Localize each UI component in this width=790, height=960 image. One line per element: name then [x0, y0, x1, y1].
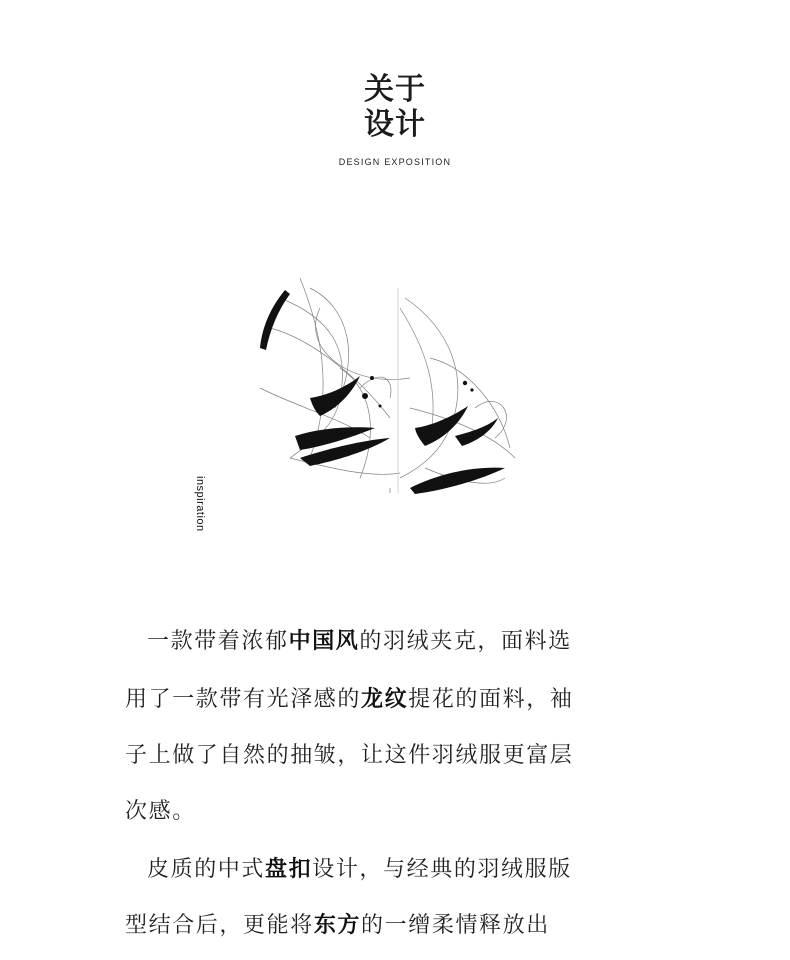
page-title-line2: 设计 [364, 107, 426, 142]
highlight-text: 中国风 [288, 629, 360, 654]
text-span: 一款带着浓郁 [147, 629, 289, 654]
highlight-text: 东方 [313, 913, 362, 938]
text-span: 设计，与经典的羽绒服版 [312, 857, 572, 882]
paragraph-2-line-1 [125, 852, 685, 883]
paragraph-1-line-2 [125, 682, 685, 713]
paragraph-1-line-4: 次感。 [125, 799, 196, 824]
page-title-line1: 关于 [364, 72, 426, 107]
text-span: 皮质的中式 [147, 857, 266, 882]
page-subtitle: DESIGN EXPOSITION [338, 157, 452, 167]
highlight-text: 盘扣 [265, 857, 313, 882]
text-span: 提花的面料，袖 [408, 687, 574, 712]
inspiration-label: inspiration [194, 476, 206, 532]
highlight-text: 龙纹 [361, 687, 409, 712]
text-span: 型结合后，更能将 [125, 913, 314, 938]
text-span: 的羽绒夹克，面料选 [359, 629, 572, 654]
text-span: 的一缯柔情释放出 [361, 913, 550, 938]
calligraphy-artwork [240, 268, 520, 528]
paragraph-1-line-3: 子上做了自然的抽皱，让这件羽绒服更富层 [125, 743, 574, 768]
text-span: 用了一款带有光泽感的 [125, 687, 362, 712]
paragraph-1-line-1 [125, 624, 685, 655]
paragraph-2-line-2 [125, 908, 685, 939]
